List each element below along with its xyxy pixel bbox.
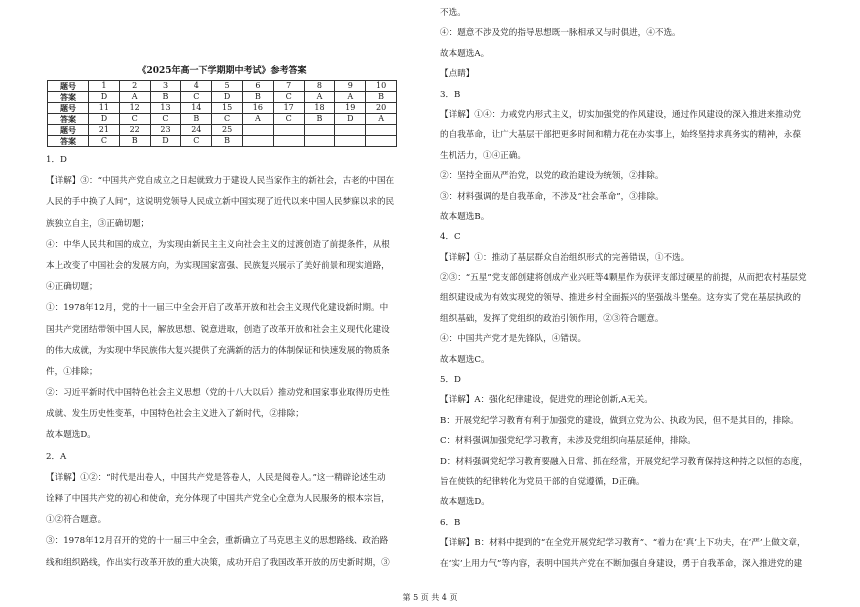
table-cell: A: [119, 92, 150, 103]
table-cell: 22: [119, 125, 150, 136]
table-cell: [335, 136, 366, 147]
table-cell: C: [273, 92, 304, 103]
text-line: ①②符合题意。: [46, 515, 107, 526]
text-line: 故本题选B。: [440, 211, 490, 222]
table-cell: [366, 125, 397, 136]
text-line: 故本题选A。: [440, 48, 490, 59]
text-line: B：开展党纪学习教育有利于加强党的建设，做到立党为公、执政为民，但不是其目的，排除。: [440, 415, 799, 426]
text-line: 在‘实’上用力气”等内容，表明中国共产党在不断加强自身建设，勇于自我革命，深入推进党的建: [440, 558, 803, 569]
table-cell: D: [89, 114, 120, 125]
text-line: 1．D: [46, 155, 67, 165]
row-label: 答案: [48, 92, 89, 103]
table-cell: [242, 125, 273, 136]
table-cell: C: [273, 114, 304, 125]
table-cell: [304, 136, 335, 147]
table-cell: 9: [335, 81, 366, 92]
table-cell: 16: [242, 103, 273, 114]
answer-table: [47, 80, 397, 147]
table-cell: 23: [150, 125, 181, 136]
text-line: 3．B: [440, 89, 461, 100]
table-cell: 3: [150, 81, 181, 92]
table-cell: D: [150, 136, 181, 147]
text-line: 【点睛】: [440, 69, 475, 80]
page-footer: 第 5 页 共 4 页: [402, 593, 458, 602]
table-cell: [273, 125, 304, 136]
table-cell: 13: [150, 103, 181, 114]
table-cell: [242, 136, 273, 147]
row-label: 答案: [48, 136, 89, 147]
table-cell: B: [366, 92, 397, 103]
table-cell: C: [212, 114, 243, 125]
text-line: D：材料强调党纪学习教育要融入日常、抓在经常，开展党纪学习教育保持这种持之以恒的态度，: [440, 456, 808, 467]
table-row: [48, 114, 397, 125]
text-line: 【详解】①②：“时代是出卷人，中国共产党是答卷人，人民是阅卷人。”这一精辟论述生动: [46, 472, 386, 483]
table-cell: B: [150, 92, 181, 103]
text-line: C：材料强调加强党纪学习教育，未涉及党组织向基层延伸，排除。: [440, 436, 696, 447]
text-line: 生机活力，①④正确。: [440, 150, 526, 161]
table-cell: D: [335, 114, 366, 125]
table-cell: 5: [212, 81, 243, 92]
text-line: 6．B: [440, 517, 461, 528]
table-cell: 15: [212, 103, 243, 114]
text-line: 2．A: [46, 451, 67, 462]
right-text: [440, 8, 818, 570]
text-line: ④：题意不涉及党的指导思想既一脉相承又与时俱进，④不选。: [440, 28, 681, 39]
left-text: [46, 155, 398, 569]
table-cell: C: [89, 136, 120, 147]
table-row: [48, 103, 397, 114]
text-line: ④：中华人民共和国的成立，为实现由新民主主义向社会主义的过渡创造了前提条件，从根: [46, 239, 390, 250]
text-line: 组织建设成为有效实现党的领导、推进乡村全面振兴的坚强战斗堡垒。这夯实了党在基层执政的: [440, 293, 801, 304]
text-line: ②③：“五星”党支部创建将创成产业兴旺等4颗星作为获评支部过硬星的前提，从而把农村基层党: [440, 273, 807, 284]
table-cell: C: [119, 114, 150, 125]
text-line: 成就、发生历史性变革，中国特色社会主义进入了新时代，②排除；: [46, 409, 304, 420]
text-line: 的伟大成就，为实现中华民族伟大复兴提供了充满新的活力的体制保证和快速发展的物质条: [46, 345, 390, 356]
table-cell: D: [89, 92, 120, 103]
table-cell: B: [212, 136, 243, 147]
table-cell: 12: [119, 103, 150, 114]
text-line: 【详解】①④：力戒党内形式主义，切实加强党的作风建设，通过作风建设的深入推进来推动党: [440, 109, 801, 120]
table-cell: 19: [335, 103, 366, 114]
row-label: 题号: [48, 81, 89, 92]
text-line: 国共产党团结带领中国人民，解放思想、锐意进取，创造了改革开放和社会主义现代化建设: [46, 324, 390, 335]
row-label: 题号: [48, 103, 89, 114]
text-line: 组织基础，发挥了党组织的政治引领作用，②③符合题意。: [440, 313, 664, 324]
text-line: 人民的手中换了人间”，这说明党领导人民成立新中国实现了近代以来中国人民梦寐以求的民: [46, 197, 395, 208]
table-cell: 8: [304, 81, 335, 92]
text-line: ②：坚持全面从严治党，以党的政治建设为统领，②排除。: [440, 171, 664, 182]
table-cell: 14: [181, 103, 212, 114]
text-line: ①：1978年12月，党的十一届三中全会开启了改革开放和社会主义现代化建设新时期。中: [46, 303, 389, 314]
table-row: [48, 81, 397, 92]
table-cell: [335, 125, 366, 136]
text-line: 【详解】A：强化纪律建设，促进党的理论创新,A无关。: [440, 395, 653, 406]
text-line: 故本题选D。: [46, 430, 96, 441]
table-cell: [273, 136, 304, 147]
table-cell: A: [304, 92, 335, 103]
table-cell: B: [304, 114, 335, 125]
text-line: 族独立自主，③正确切题；: [46, 218, 150, 229]
right-column: [440, 0, 818, 579]
text-line: 故本题选D。: [440, 497, 490, 508]
text-line: ②：习近平新时代中国特色社会主义思想（党的十八大以后）推动党和国家事业取得历史性: [46, 388, 390, 399]
text-line: ③：1978年12月召开的党的十一届三中全会，重新确立了马克思主义的思想路线、政治路: [46, 536, 389, 547]
text-line: 的自我革命，让广大基层干部把更多时间和精力花在办实事上，始终坚持求真务实的精神，永葆: [440, 130, 801, 141]
table-cell: B: [119, 136, 150, 147]
table-cell: 20: [366, 103, 397, 114]
text-line: 线和组织路线，作出实行改革开放的重大决策，成功开启了我国改革开放的历史新时期，③: [46, 557, 390, 568]
table-cell: C: [150, 114, 181, 125]
page-title: 《2025年高一下学期期中考试》参考答案: [137, 66, 307, 76]
table-cell: [366, 136, 397, 147]
table-cell: 10: [366, 81, 397, 92]
table-cell: 11: [89, 103, 120, 114]
table-row: [48, 125, 397, 136]
table-cell: A: [242, 114, 273, 125]
table-row: [48, 92, 397, 103]
text-line: 件，①排除；: [46, 366, 98, 377]
table-cell: A: [366, 114, 397, 125]
table-cell: 2: [119, 81, 150, 92]
text-line: 4．C: [440, 232, 461, 243]
table-cell: D: [212, 92, 243, 103]
table-cell: C: [181, 136, 212, 147]
table-cell: A: [335, 92, 366, 103]
left-column: [46, 0, 398, 579]
text-line: 故本题选C。: [440, 354, 490, 365]
text-line: 【详解】B：材料中提到的“在全党开展党纪学习教育”、“着力在‘真’上下功夫，在‘严’上做文章，: [440, 538, 806, 549]
table-cell: C: [181, 92, 212, 103]
table-cell: 4: [181, 81, 212, 92]
text-line: 【详解】③：“中国共产党自成立之日起就致力于建设人民当家作主的新社会，古老的中国在: [46, 176, 395, 187]
table-cell: 21: [89, 125, 120, 136]
text-line: 【详解】①：推动了基层群众自治组织形式的完善错误，①不选。: [440, 252, 690, 263]
table-cell: B: [242, 92, 273, 103]
table-cell: 17: [273, 103, 304, 114]
text-line: 诠释了中国共产党的初心和使命，充分体现了中国共产党全心全意为人民服务的根本宗旨，: [46, 494, 390, 504]
table-cell: 6: [242, 81, 273, 92]
text-line: ④正确切题；: [46, 282, 98, 293]
text-line: ④：中国共产党才是先锋队，④错误。: [440, 334, 587, 345]
table-row: [48, 136, 397, 147]
row-label: 题号: [48, 125, 89, 136]
table-cell: 24: [181, 125, 212, 136]
text-line: 不选。: [440, 8, 466, 18]
text-line: 本上改变了中国社会的发展方向，为实现国家富强、民族复兴展示了美好前景和现实道路，: [46, 260, 390, 271]
text-line: 5．D: [440, 375, 461, 386]
row-label: 答案: [48, 114, 89, 125]
text-line: 旨在使铁的纪律转化为党员干部的自觉遵循，D正确。: [440, 476, 645, 487]
table-cell: 1: [89, 81, 120, 92]
text-line: ③：材料强调的是自我革命，不涉及“社会革命”，③排除。: [440, 191, 664, 202]
table-cell: [304, 125, 335, 136]
table-cell: 18: [304, 103, 335, 114]
table-cell: 25: [212, 125, 243, 136]
table-cell: 7: [273, 81, 304, 92]
table-cell: B: [181, 114, 212, 125]
